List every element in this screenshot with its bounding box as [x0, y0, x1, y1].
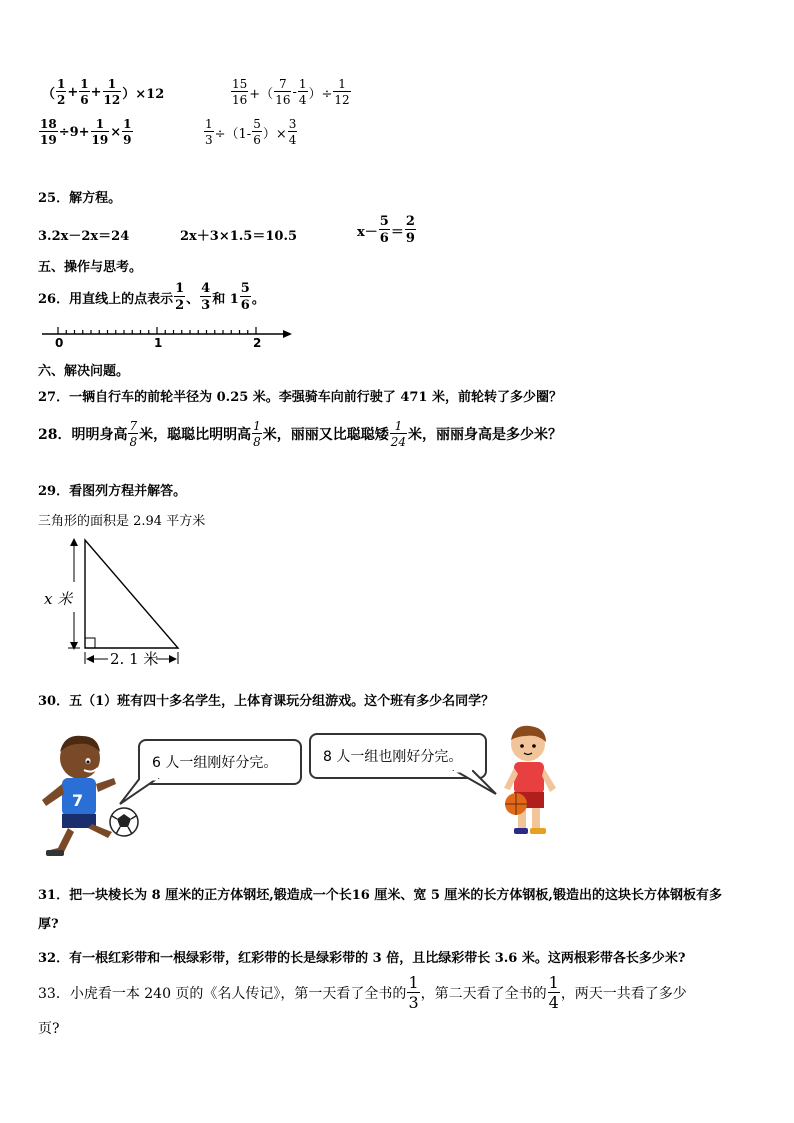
fraction: $\frac{3}{4}$: [288, 117, 297, 147]
calc-expression-4: $\frac{1}{3}$ ÷（1- $\frac{5}{6}$ ）× $\frac{3}{4}$: [205, 117, 297, 147]
question-26: 26．用直线上的点表示 $\frac{1}{2}$ 、 $\frac{4}{3}$ 和 1 $\frac{5}{6}$ 。: [38, 281, 265, 313]
question-33-line-2: 页?: [38, 1021, 60, 1037]
calc-expression-3: $\frac{18}{19}$ ÷9+ $\frac{1}{19}$ × $\frac{1}{9}$: [40, 117, 132, 147]
fraction: $\frac{2}{9}$: [405, 214, 415, 246]
triangle-area-text: 三角形的面积是 2.94 平方米: [38, 514, 206, 529]
number-line: [38, 322, 298, 352]
base-label: 2. 1 米: [110, 650, 159, 668]
fraction: $\frac{1}{4}$: [548, 973, 559, 1012]
question-28: 28．明明身高 $\frac{7}{8}$ 米，聪聪比明明高 $\frac{1}{8}$ 米，丽丽又比聪聪矮 $\frac{1}{24}$ 米，丽丽身高是多少米？: [38, 419, 563, 449]
question-32: 32．有一根红彩带和一根绿彩带，红彩带的长是绿彩带的 3 倍，且比绿彩带长 3.6 米。这两根彩带各长多少米?: [38, 951, 686, 966]
number-line-label-0: 0: [55, 336, 64, 350]
question-30: 30．五（1）班有四十多名学生，上体育课玩分组游戏。这个班有多少名同学？: [38, 694, 495, 709]
fraction: $\frac{7}{8}$: [129, 419, 138, 449]
fraction: $\frac{7}{16}$: [275, 77, 291, 107]
fraction: $\frac{1}{24}$: [390, 419, 407, 449]
fraction: $\frac{5}{6}$: [253, 117, 261, 147]
question-25-title: 25．解方程。: [38, 191, 122, 206]
height-label: x 米: [44, 590, 73, 608]
fraction: $\frac{4}{3}$: [201, 281, 211, 313]
question-33-line-1: 33．小虎看一本 240 页的《名人传记》，第一天看了全书的 $\frac{1}{3}$ ，第二天看了全书的 $\frac{1}{4}$ ，两天一共看了多少: [38, 973, 687, 1012]
fraction: $\frac{1}{19}$: [91, 117, 109, 147]
fraction: $\frac{1}{9}$: [123, 117, 132, 147]
question-29-title: 29．看图列方程并解答。: [38, 484, 187, 499]
fraction: $\frac{1}{6}$: [80, 77, 89, 107]
equation-3: x－ $\frac{5}{6}$ ＝ $\frac{2}{9}$: [357, 214, 415, 246]
question-27: 27．一辆自行车的前轮半径为 0.25 米。李强骑车向前行驶了 471 米，前轮转了多少圈？: [38, 390, 562, 405]
fraction: $\frac{5}{6}$: [240, 281, 250, 313]
fraction: $\frac{1}{2}$: [57, 77, 66, 107]
fraction: $\frac{1}{8}$: [253, 419, 261, 449]
section-5-heading: 五、操作与思考。: [38, 260, 143, 275]
equation-2: 2x＋3×1.5＝10.5: [180, 229, 298, 244]
fraction: $\frac{1}{2}$: [175, 281, 185, 313]
fraction: $\frac{1}{12}$: [103, 77, 121, 107]
fraction: $\frac{18}{19}$: [40, 117, 57, 147]
fraction: $\frac{1}{12}$: [334, 77, 350, 107]
fraction: $\frac{1}{3}$: [205, 117, 213, 147]
basketball-boy-illustration: [496, 722, 576, 852]
number-line-label-2: 2: [253, 336, 262, 350]
right-triangle-diagram: [38, 532, 198, 672]
speech-bubble-2-tail: [450, 770, 500, 798]
question-31-line-1: 31．把一块棱长为 8 厘米的正方体钢坯,锻造成一个长16 厘米、宽 5 厘米的长方体钢板,锻造出的这块长方体钢板有多: [38, 888, 722, 903]
section-6-heading: 六、解决问题。: [38, 364, 130, 379]
number-line-label-1: 1: [154, 336, 163, 350]
speech-bubble-2-text: 8 人一组也刚好分完。: [323, 749, 463, 765]
equation-1: 3.2x－2x＝24: [38, 229, 130, 244]
fraction: $\frac{1}{4}$: [298, 77, 307, 107]
speech-bubble-1-tail: [118, 778, 168, 808]
calc-expression-1: （ $\frac{1}{2}$ + $\frac{1}{6}$ + $\frac{1}{12}$ ）×12: [42, 77, 165, 107]
fraction: $\frac{5}{6}$: [379, 214, 389, 246]
question-31-line-2: 厚?: [38, 917, 59, 932]
calc-expression-2: $\frac{15}{16}$ +（ $\frac{7}{16}$ - $\frac{1}{4}$ ）÷ $\frac{1}{12}$: [232, 77, 350, 107]
fraction: $\frac{15}{16}$: [232, 77, 248, 107]
jersey-number: 7: [72, 791, 84, 810]
fraction: $\frac{1}{3}$: [408, 973, 419, 1012]
speech-bubble-1-text: 6 人一组刚好分完。: [152, 755, 278, 771]
